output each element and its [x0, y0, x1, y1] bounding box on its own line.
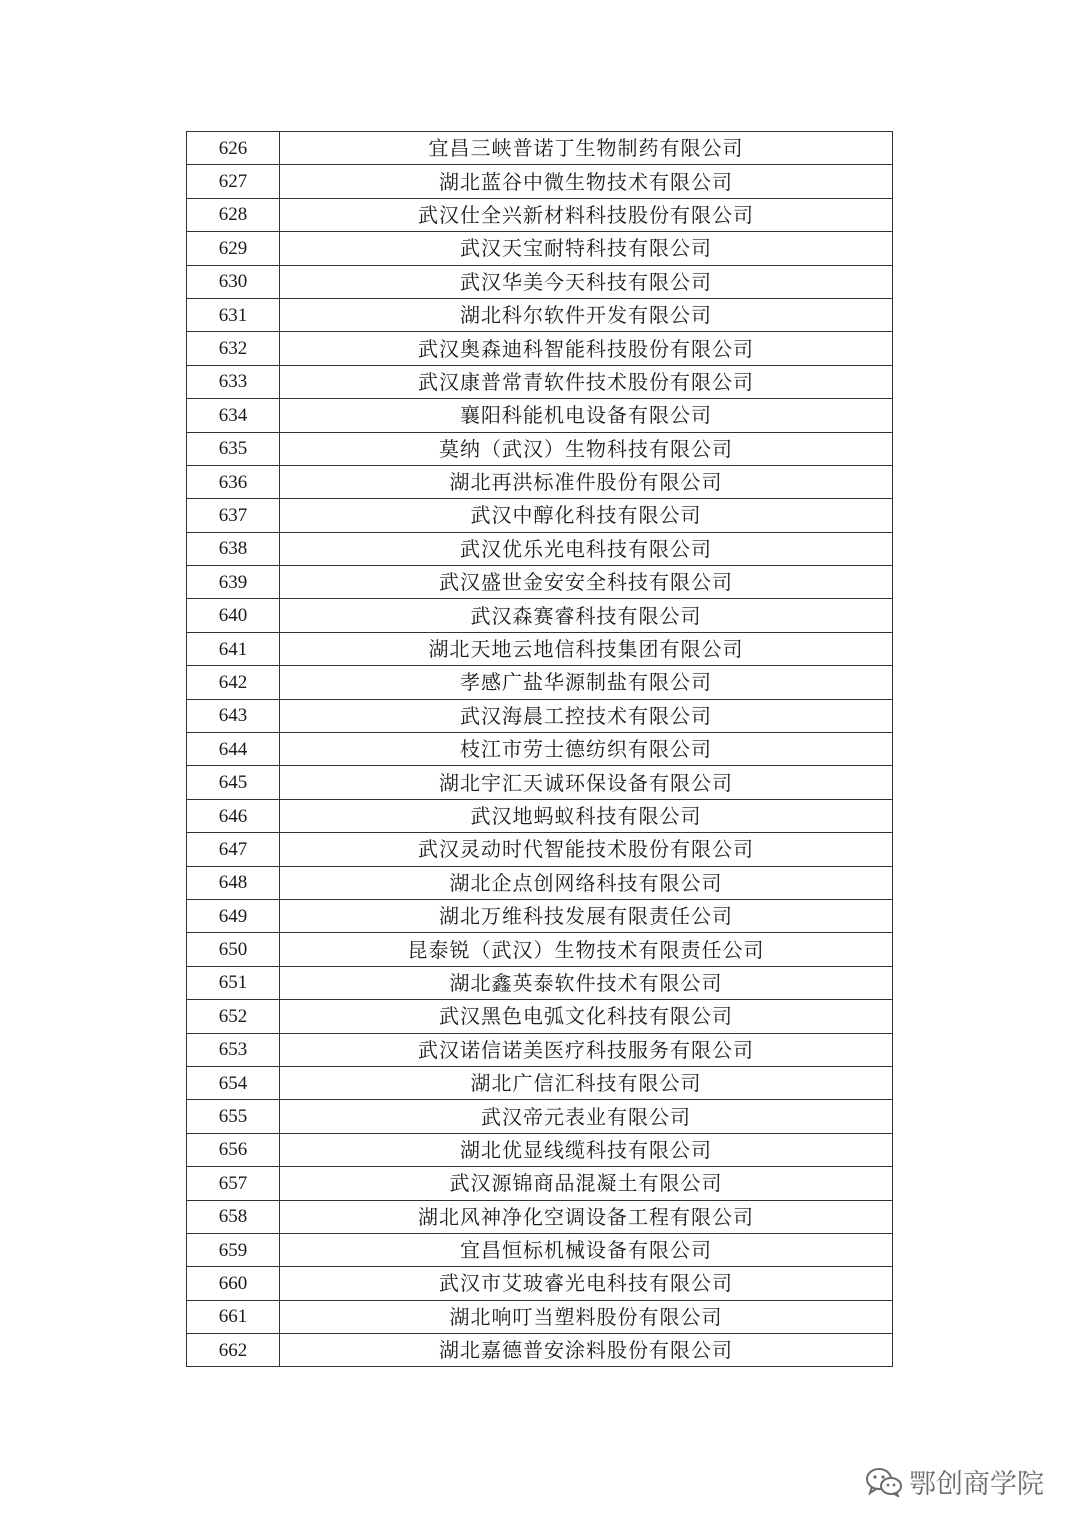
- company-name-cell: 武汉康普常青软件技术股份有限公司: [280, 365, 893, 398]
- company-name-cell: 湖北企点创网络科技有限公司: [280, 866, 893, 899]
- table-row: [187, 699, 893, 732]
- row-number-cell: 656: [187, 1133, 280, 1166]
- company-name-cell: 孝感广盐华源制盐有限公司: [280, 666, 893, 699]
- row-number-cell: 662: [187, 1334, 280, 1367]
- company-name-cell: 湖北万维科技发展有限责任公司: [280, 899, 893, 932]
- row-number-cell: 660: [187, 1267, 280, 1300]
- row-number-cell: 661: [187, 1300, 280, 1333]
- table-row: [187, 499, 893, 532]
- table-row: [187, 1066, 893, 1099]
- company-name-cell: 武汉华美今天科技有限公司: [280, 265, 893, 298]
- company-name-cell: 湖北鑫英泰软件技术有限公司: [280, 966, 893, 999]
- company-name-cell: 宜昌恒标机械设备有限公司: [280, 1233, 893, 1266]
- company-name-cell: 武汉奥森迪科智能科技股份有限公司: [280, 332, 893, 365]
- table-row: [187, 799, 893, 832]
- row-number-cell: 643: [187, 699, 280, 732]
- watermark-text: 鄂创商学院: [909, 1469, 1044, 1500]
- table-row: [187, 1300, 893, 1333]
- row-number-cell: 645: [187, 766, 280, 799]
- company-name-cell: 湖北优显线缆科技有限公司: [280, 1133, 893, 1166]
- table-row: [187, 733, 893, 766]
- row-number-cell: 651: [187, 966, 280, 999]
- row-number-cell: 654: [187, 1066, 280, 1099]
- company-name-cell: 武汉灵动时代智能技术股份有限公司: [280, 833, 893, 866]
- row-number-cell: 640: [187, 599, 280, 632]
- row-number-cell: 638: [187, 532, 280, 565]
- row-number-cell: 658: [187, 1200, 280, 1233]
- company-name-cell: 湖北宇汇天诚环保设备有限公司: [280, 766, 893, 799]
- table-row: [187, 1200, 893, 1233]
- company-name-cell: 湖北蓝谷中微生物技术有限公司: [280, 165, 893, 198]
- row-number-cell: 639: [187, 566, 280, 599]
- table-row: [187, 933, 893, 966]
- table-row: [187, 198, 893, 231]
- watermark: [865, 1462, 1044, 1501]
- company-name-cell: 湖北天地云地信科技集团有限公司: [280, 632, 893, 665]
- company-name-cell: 襄阳科能机电设备有限公司: [280, 399, 893, 432]
- row-number-cell: 648: [187, 866, 280, 899]
- company-name-cell: 武汉帝元表业有限公司: [280, 1100, 893, 1133]
- company-name-cell: 武汉地蚂蚁科技有限公司: [280, 799, 893, 832]
- table-row: [187, 165, 893, 198]
- table-row: [187, 866, 893, 899]
- table-row: [187, 966, 893, 999]
- company-name-cell: 武汉源锦商品混凝土有限公司: [280, 1167, 893, 1200]
- company-name-cell: 枝江市劳士德纺织有限公司: [280, 733, 893, 766]
- company-name-cell: 湖北广信汇科技有限公司: [280, 1066, 893, 1099]
- table-row: [187, 1233, 893, 1266]
- row-number-cell: 644: [187, 733, 280, 766]
- table-row: [187, 1334, 893, 1367]
- table-row: [187, 599, 893, 632]
- row-number-cell: 633: [187, 365, 280, 398]
- row-number-cell: 646: [187, 799, 280, 832]
- table-row: [187, 265, 893, 298]
- row-number-cell: 653: [187, 1033, 280, 1066]
- company-name-cell: 武汉黑色电弧文化科技有限公司: [280, 1000, 893, 1033]
- company-name-cell: 武汉盛世金安安全科技有限公司: [280, 566, 893, 599]
- table-row: [187, 365, 893, 398]
- row-number-cell: 659: [187, 1233, 280, 1266]
- table-row: [187, 632, 893, 665]
- company-name-cell: 武汉市艾玻睿光电科技有限公司: [280, 1267, 893, 1300]
- table-row: [187, 1267, 893, 1300]
- company-name-cell: 湖北再洪标准件股份有限公司: [280, 465, 893, 498]
- row-number-cell: 635: [187, 432, 280, 465]
- row-number-cell: 650: [187, 933, 280, 966]
- row-number-cell: 636: [187, 465, 280, 498]
- row-number-cell: 637: [187, 499, 280, 532]
- company-name-cell: 武汉海晨工控技术有限公司: [280, 699, 893, 732]
- row-number-cell: 631: [187, 298, 280, 331]
- table-body: [187, 132, 893, 1367]
- table-row: [187, 1167, 893, 1200]
- row-number-cell: 655: [187, 1100, 280, 1133]
- table-row: [187, 465, 893, 498]
- company-name-cell: 武汉天宝耐特科技有限公司: [280, 232, 893, 265]
- row-number-cell: 641: [187, 632, 280, 665]
- row-number-cell: 652: [187, 1000, 280, 1033]
- table-row: [187, 766, 893, 799]
- row-number-cell: 626: [187, 132, 280, 165]
- table-row: [187, 899, 893, 932]
- table-row: [187, 666, 893, 699]
- row-number-cell: 632: [187, 332, 280, 365]
- row-number-cell: 642: [187, 666, 280, 699]
- company-name-cell: 武汉森赛睿科技有限公司: [280, 599, 893, 632]
- row-number-cell: 647: [187, 833, 280, 866]
- company-name-cell: 湖北科尔软件开发有限公司: [280, 298, 893, 331]
- company-name-cell: 武汉仕全兴新材料科技股份有限公司: [280, 198, 893, 231]
- row-number-cell: 629: [187, 232, 280, 265]
- table-row: [187, 532, 893, 565]
- row-number-cell: 630: [187, 265, 280, 298]
- table-row: [187, 432, 893, 465]
- row-number-cell: 628: [187, 198, 280, 231]
- company-name-cell: 昆泰锐（武汉）生物技术有限责任公司: [280, 933, 893, 966]
- table-row: [187, 1100, 893, 1133]
- row-number-cell: 649: [187, 899, 280, 932]
- table-row: [187, 332, 893, 365]
- row-number-cell: 634: [187, 399, 280, 432]
- company-name-cell: 莫纳（武汉）生物科技有限公司: [280, 432, 893, 465]
- table-row: [187, 1033, 893, 1066]
- company-name-cell: 湖北嘉德普安涂料股份有限公司: [280, 1334, 893, 1367]
- company-name-cell: 武汉诺信诺美医疗科技服务有限公司: [280, 1033, 893, 1066]
- table-row: [187, 232, 893, 265]
- table-row: [187, 298, 893, 331]
- company-name-cell: 武汉中醇化科技有限公司: [280, 499, 893, 532]
- table-row: [187, 1133, 893, 1166]
- company-name-cell: 武汉优乐光电科技有限公司: [280, 532, 893, 565]
- table-row: [187, 1000, 893, 1033]
- company-name-cell: 湖北响叮当塑料股份有限公司: [280, 1300, 893, 1333]
- table-row: [187, 566, 893, 599]
- row-number-cell: 657: [187, 1167, 280, 1200]
- row-number-cell: 627: [187, 165, 280, 198]
- table-row: [187, 833, 893, 866]
- table-row: [187, 132, 893, 165]
- wechat-icon: [865, 1467, 903, 1497]
- company-name-cell: 湖北风神净化空调设备工程有限公司: [280, 1200, 893, 1233]
- company-list-table: [186, 131, 893, 1367]
- company-name-cell: 宜昌三峡普诺丁生物制药有限公司: [280, 132, 893, 165]
- table-row: [187, 399, 893, 432]
